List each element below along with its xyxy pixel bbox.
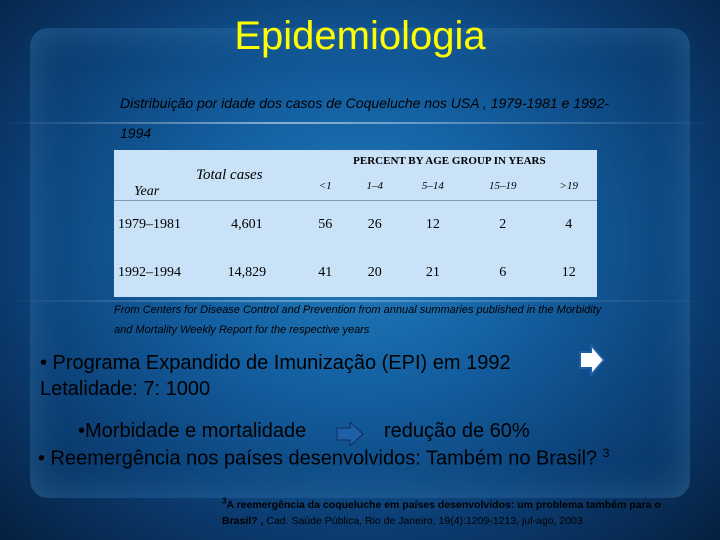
row-total: 4,601 (231, 217, 263, 232)
bullet-reemergence (38, 446, 678, 471)
bullet-morbidity (78, 420, 306, 443)
reference-title: A reemergência da coqueluche em países desenvolvidos: um problema também para o Brasil? , (222, 498, 661, 527)
age-group-header: >19 (541, 172, 597, 201)
bullet-epi-line1: • Programa Expandido de Imunização (EPI) em 1992 (40, 352, 511, 374)
row-year: 1979–1981 (118, 217, 181, 232)
age-distribution-table (114, 150, 597, 297)
row-value: 21 (425, 265, 440, 280)
reference-citation: Cad. Saúde Pública, Rio de Janeiro, 19(4):1209-1213, jul-ago, 2003 (263, 514, 583, 527)
row-total: 14,829 (227, 265, 267, 280)
reference-footnote (222, 493, 692, 529)
age-group-header: 5–14 (401, 172, 465, 201)
row-value: 56 (318, 217, 333, 232)
row-value: 2 (499, 217, 507, 232)
bullet-morbidity-left: •Morbidade e mortalidade (78, 420, 307, 442)
bullet-epi-line2: Letalidade: 7: 1000 (40, 378, 211, 400)
age-group-header: 1–4 (349, 172, 401, 201)
total-cases-header: Total cases (196, 167, 263, 183)
age-group-header: <1 (302, 172, 349, 201)
footnote-marker: 3 (602, 446, 610, 460)
bullet-morbidity-right: redução de 60% (384, 420, 530, 442)
arrow-right-icon (336, 422, 364, 446)
table-row (114, 201, 597, 250)
age-group-header: 15–19 (465, 172, 541, 201)
row-year: 1992–1994 (118, 265, 181, 280)
row-value: 4 (565, 217, 573, 232)
bullet-reemergence-text: • Reemergência nos países desenvolvidos: Também no Brasil? (38, 447, 598, 470)
row-value: 41 (318, 265, 333, 280)
percent-group-header: PERCENT BY AGE GROUP IN YEARS (353, 155, 546, 167)
bullet-epi (40, 350, 640, 402)
row-value: 6 (499, 265, 507, 280)
arrow-right-icon (578, 343, 606, 377)
year-header: Year (134, 184, 160, 199)
row-value: 12 (425, 217, 440, 232)
row-value: 20 (367, 265, 382, 280)
table-source: From Centers for Disease Control and Prevention from annual summaries published in the Morbidity and Mortality Weekly Report for the respective years (114, 304, 602, 336)
slide-title: Epidemiologia (234, 14, 486, 58)
row-value: 26 (367, 217, 382, 232)
reference-number: 3 (222, 496, 227, 505)
row-value: 12 (561, 265, 576, 280)
table-row (114, 249, 597, 297)
slide-subtitle: Distribuição por idade dos casos de Coqueluche nos USA , 1979-1981 e 1992-1994 (120, 95, 610, 141)
